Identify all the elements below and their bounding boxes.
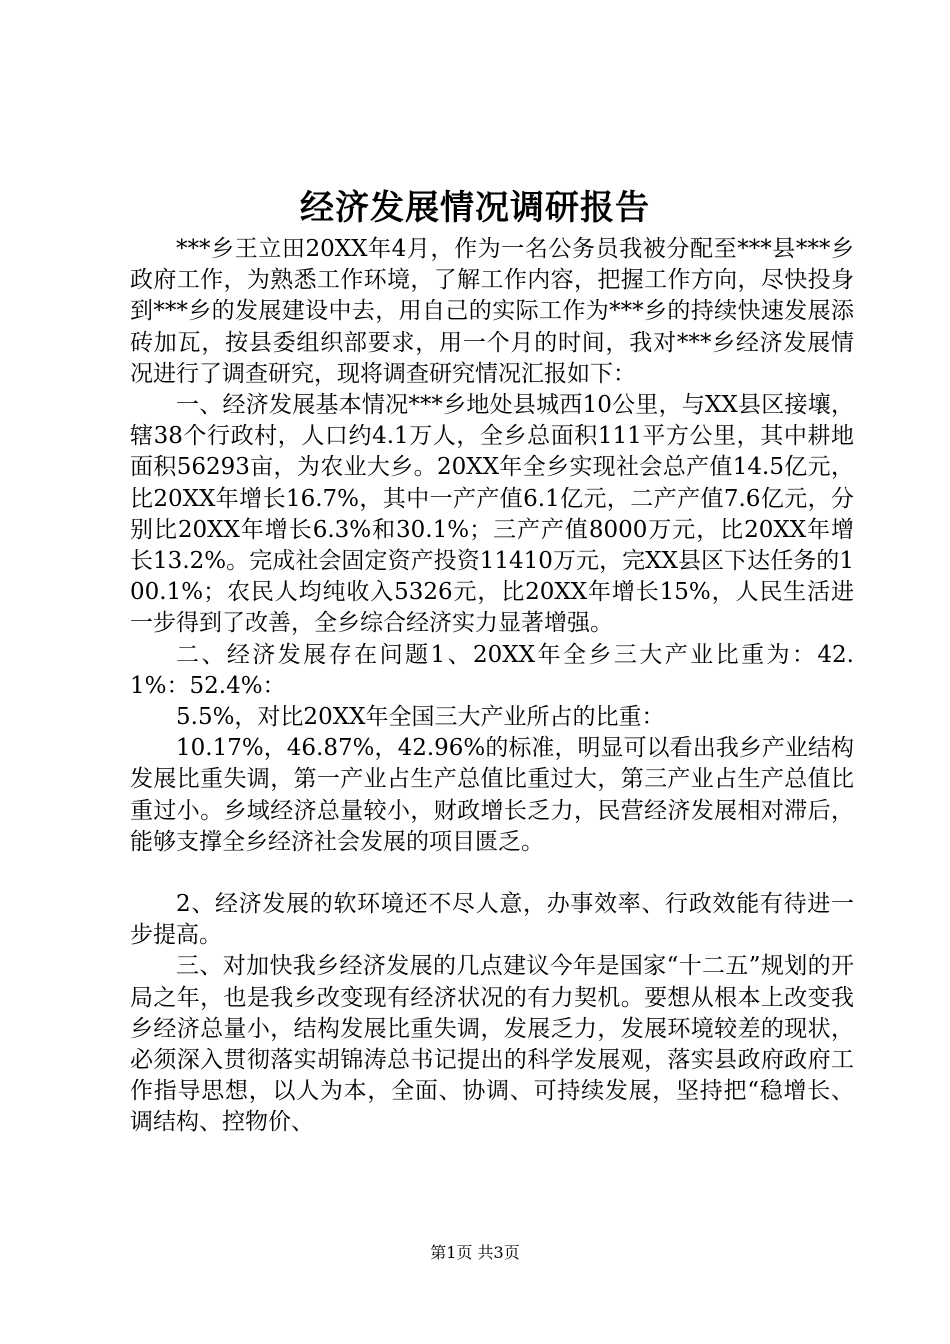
paragraph-suggestions: 三、对加快我乡经济发展的几点建议今年是国家“十二五”规划的开局之年，也是我乡改变现有经济状况的有力契机。要想从根本上改变我乡经济总量小，结构发展比重失调，发展乏力，发展环境较差的现状，必须深入贯彻落实胡锦涛总书记提出的科学发展观，落实县政府政府工作指导思想，以人为本，全面、协调、可持续发展，坚持把“稳增长、调结构、控物价、	[130, 953, 854, 1136]
paragraph-intro: ***乡王立田20XX年4月，作为一名公务员我被分配至***县***乡政府工作，为熟悉工作环境，了解工作内容，把握工作方向，尽快投身到***乡的发展建设中去，用自己的实际工作为***乡的持续快速发展添砖加瓦，按县委组织部要求，用一个月的时间，我对***乡经济发展情况进行了调查研究，现将调查研究情况汇报如下：	[130, 236, 854, 387]
document-title: 经济发展情况调研报告	[300, 188, 650, 228]
paragraph-problems-cont-1: 5.5%，对比20XX年全国三大产业所占的比重：	[176, 704, 665, 731]
paragraph-problems-cont-2: 10.17%，46.87%，42.96%的标准，明显可以看出我乡产业结构发展比重失调，第一产业占生产总值比重过大，第三产业占生产总值比重过小。乡域经济总量较小，财政增长乏力，民营经济发展相对滞后，能够支撑全乡经济社会发展的项目匮乏。	[130, 735, 854, 855]
paragraph-basic-situation: 一、经济发展基本情况***乡地处县城西10公里，与XX县区接壤，辖38个行政村，人口约4.1万人，全乡总面积111平方公里，其中耕地面积56293亩，为农业大乡。20XX年全乡实现社会总产值14.5亿元，比20XX年增长16.7%，其中一产产值6.1亿元，二产产值7.6亿元，分别比20XX年增长6.3%和30.1%；三产产值8000万元，比20XX年增长13.2%。完成社会固定资产投资11410万元，完XX县区下达任务的100.1%；农民人均纯收入5326元，比20XX年增长15%，人民生活进一步得到了改善，全乡综合经济实力显著增强。	[130, 392, 854, 637]
page-footer: 第1页 共3页	[430, 1243, 520, 1262]
paragraph-problems: 二、经济发展存在问题1、20XX年全乡三大产业比重为：42.1%：52.4%：	[130, 641, 854, 699]
document-body	[130, 234, 854, 1139]
paragraph-soft-environment: 2、经济发展的软环境还不尽人意，办事效率、行政效能有待进一步提高。	[130, 891, 854, 949]
